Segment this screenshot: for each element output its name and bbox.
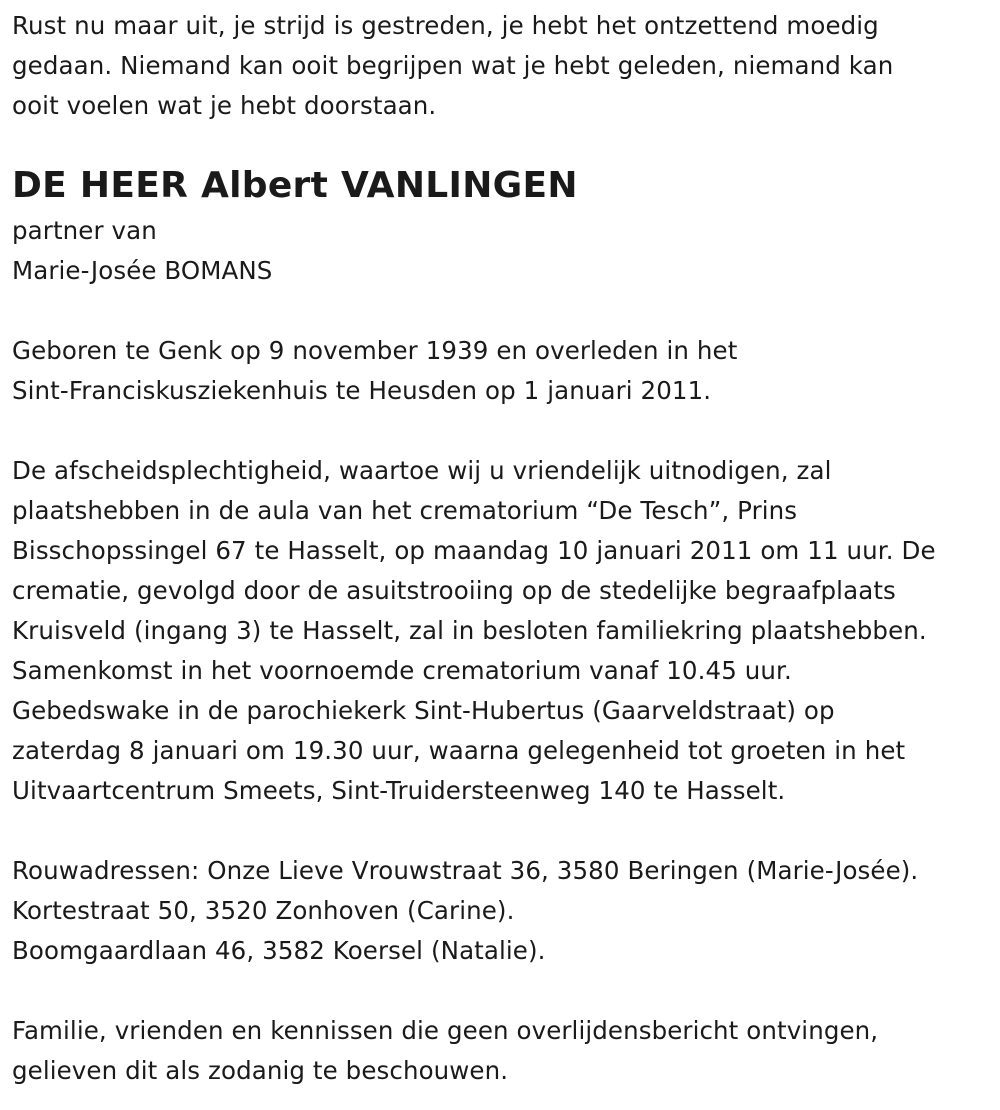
intro-line: ooit voelen wat je hebt doorstaan. — [12, 91, 437, 120]
ceremony-line: De afscheidsplechtigheid, waartoe wij u vriendelijk uitnodigen, zal — [12, 456, 832, 485]
address-line: Boomgaardlaan 46, 3582 Koersel (Natalie). — [12, 936, 546, 965]
ceremony-line: Kruisveld (ingang 3) te Hasselt, zal in besloten familiekring plaatshebben. — [12, 616, 927, 645]
obituary-notice — [12, 6, 997, 1091]
birth-death-line: Geboren te Genk op 9 november 1939 en overleden in het — [12, 336, 738, 365]
ceremony-line: crematie, gevolgd door de asuitstrooiing op de stedelijke begraafplaats — [12, 576, 896, 605]
closing-paragraph — [12, 1011, 997, 1091]
ceremony-line: Samenkomst in het voornoemde crematorium vanaf 10.45 uur. — [12, 656, 792, 685]
relation-block — [12, 211, 997, 291]
partner-name: Marie-Josée BOMANS — [12, 256, 273, 285]
relation-line: partner van — [12, 216, 157, 245]
ceremony-line: Bisschopssingel 67 te Hasselt, op maandag 10 januari 2011 om 11 uur. De — [12, 536, 936, 565]
address-line: Rouwadressen: Onze Lieve Vrouwstraat 36, 3580 Beringen (Marie-Josée). — [12, 856, 919, 885]
birth-death-line: Sint-Franciskusziekenhuis te Heusden op 1 januari 2011. — [12, 376, 712, 405]
ceremony-line: Gebedswake in de parochiekerk Sint-Hubertus (Gaarveldstraat) op — [12, 696, 835, 725]
closing-line: gelieven dit als zodanig te beschouwen. — [12, 1056, 509, 1085]
ceremony-line: zaterdag 8 januari om 19.30 uur, waarna gelegenheid tot groeten in het — [12, 736, 906, 765]
birth-death-paragraph — [12, 331, 997, 411]
addresses-paragraph — [12, 851, 997, 971]
intro-line: Rust nu maar uit, je strijd is gestreden, je hebt het ontzettend moedig — [12, 11, 879, 40]
ceremony-paragraph — [12, 451, 997, 811]
ceremony-line: plaatshebben in de aula van het crematorium “De Tesch”, Prins — [12, 496, 798, 525]
closing-line: Familie, vrienden en kennissen die geen overlijdensbericht ontvingen, — [12, 1016, 879, 1045]
deceased-name-heading: DE HEER Albert VANLINGEN — [12, 165, 578, 206]
address-line: Kortestraat 50, 3520 Zonhoven (Carine). — [12, 896, 515, 925]
ceremony-line: Uitvaartcentrum Smeets, Sint-Truidersteenweg 140 te Hasselt. — [12, 776, 786, 805]
intro-paragraph — [12, 6, 997, 126]
intro-line: gedaan. Niemand kan ooit begrijpen wat je hebt geleden, niemand kan — [12, 51, 894, 80]
